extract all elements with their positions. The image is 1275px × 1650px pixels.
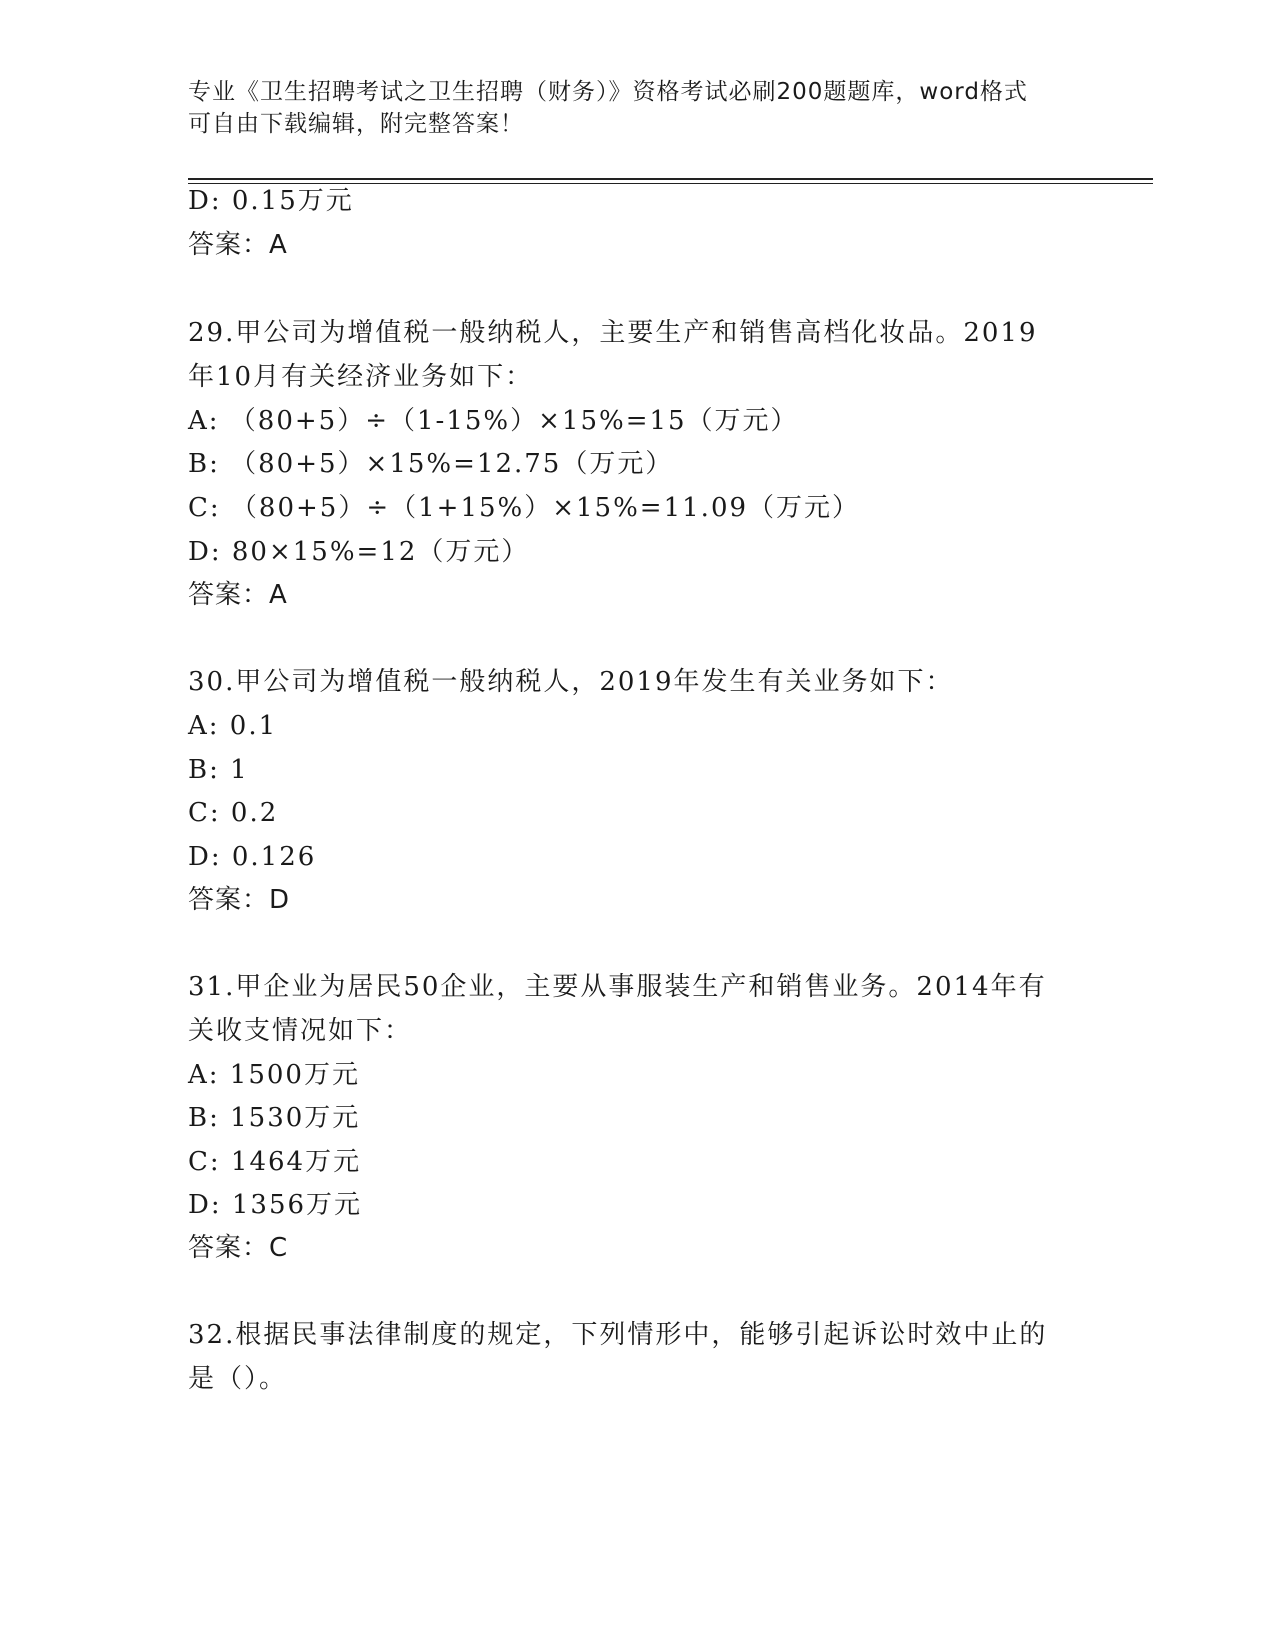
q29-option-d: D: 80×15%=12（万元） xyxy=(188,537,530,567)
prev-option-d: D: 0.15万元 xyxy=(188,186,354,216)
q30-option-a: A: 0.1 xyxy=(188,711,278,741)
q31-option-b: B: 1530万元 xyxy=(188,1103,361,1133)
q30-stem-line1: 30.甲公司为增值税一般纳税人，2019年发生有关业务如下： xyxy=(188,667,954,697)
q29-option-b: B: （80+5）×15%=12.75（万元） xyxy=(188,449,674,479)
q31-stem-line2: 关收支情况如下： xyxy=(188,1016,413,1046)
q29-stem-line1: 29.甲公司为增值税一般纳税人，主要生产和销售高档化妆品。2019 xyxy=(188,318,1038,348)
q31-answer: 答案：C xyxy=(188,1233,289,1263)
q31-option-c: C: 1464万元 xyxy=(188,1147,362,1177)
q30-option-d: D: 0.126 xyxy=(188,842,317,872)
page-header xyxy=(188,76,1068,140)
header-title-line1: 专业《卫生招聘考试之卫生招聘（财务）》资格考试必刷200题题库，word格式 xyxy=(188,79,1028,105)
q30-answer: 答案：D xyxy=(188,885,291,915)
q31-option-a: A: 1500万元 xyxy=(188,1060,360,1090)
q29-option-c: C: （80+5）÷（1+15%）×15%=11.09（万元） xyxy=(188,493,861,523)
q29-stem-line2: 年10月有关经济业务如下： xyxy=(188,362,534,392)
q31-stem-line1: 31.甲企业为居民50企业，主要从事服装生产和销售业务。2014年有 xyxy=(188,972,1047,1002)
q29-answer: 答案：A xyxy=(188,580,288,610)
q31-option-d: D: 1356万元 xyxy=(188,1190,363,1220)
q29-option-a: A: （80+5）÷（1-15%）×15%=15（万元） xyxy=(188,406,799,436)
q32-stem-line2: 是（）。 xyxy=(188,1364,288,1394)
q30-option-b: B: 1 xyxy=(188,755,249,785)
header-title-line2: 可自由下载编辑，附完整答案！ xyxy=(188,111,524,137)
q30-option-c: C: 0.2 xyxy=(188,798,279,828)
prev-answer: 答案：A xyxy=(188,230,288,260)
q32-stem-line1: 32.根据民事法律制度的规定，下列情形中，能够引起诉讼时效中止的 xyxy=(188,1320,1048,1350)
